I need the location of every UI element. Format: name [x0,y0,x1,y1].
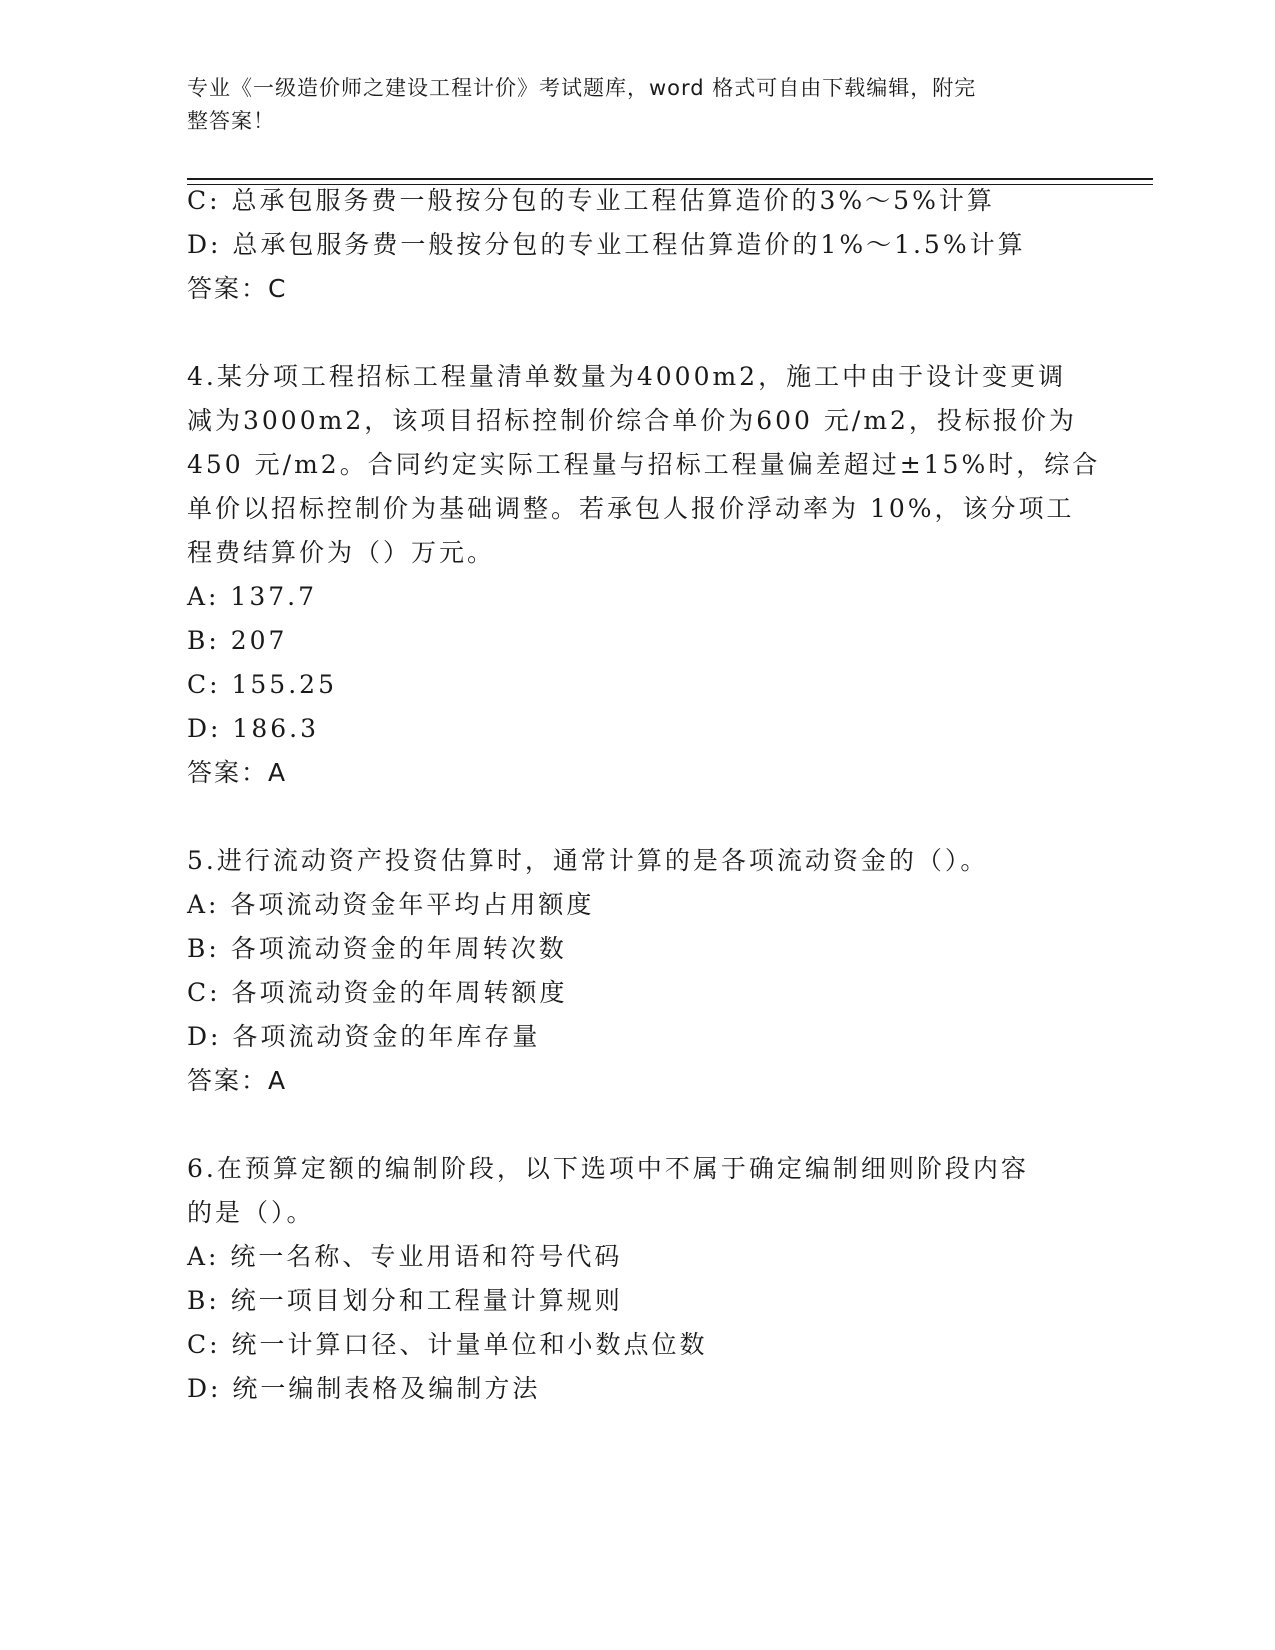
q4-stem-line-5: 程费结算价为（）万元。 [187,538,496,567]
q5-option-a: A: 各项流动资金年平均占用额度 [187,890,595,919]
q4-option-a: A: 137.7 [187,582,317,611]
q4-answer: 答案：A [187,758,288,787]
q5-option-c: C: 各项流动资金的年周转额度 [187,978,568,1007]
header-divider-thick [187,178,1153,180]
q5-answer: 答案：A [187,1066,288,1095]
q4-stem-line-4: 单价以招标控制价为基础调整。若承包人报价浮动率为 10%，该分项工 [187,494,1075,523]
q4-stem-line-2: 减为3000m2，该项目招标控制价综合单价为600 元/m2，投标报价为 [187,406,1077,435]
q3-option-c: C: 总承包服务费一般按分包的专业工程估算造价的3%～5%计算 [187,186,995,215]
q6-stem-line-2: 的是（）。 [187,1198,315,1227]
q5-stem: 5.进行流动资产投资估算时，通常计算的是各项流动资金的（）。 [187,846,989,875]
q3-option-d: D: 总承包服务费一般按分包的专业工程估算造价的1%～1.5%计算 [187,230,1026,259]
q4-option-c: C: 155.25 [187,670,337,699]
q6-stem-line-1: 6.在预算定额的编制阶段，以下选项中不属于确定编制细则阶段内容 [187,1154,1029,1183]
q6-option-c: C: 统一计算口径、计量单位和小数点位数 [187,1330,708,1359]
q4-option-b: B: 207 [187,626,288,655]
document-header [187,72,1067,138]
q3-answer: 答案：C [187,274,288,303]
header-line-2: 整答案！ [187,109,275,133]
q5-option-d: D: 各项流动资金的年库存量 [187,1022,541,1051]
q4-stem-line-1: 4.某分项工程招标工程量清单数量为4000m2，施工中由于设计变更调 [187,362,1067,391]
q5-option-b: B: 各项流动资金的年周转次数 [187,934,567,963]
q6-option-b: B: 统一项目划分和工程量计算规则 [187,1286,623,1315]
q6-option-d: D: 统一编制表格及编制方法 [187,1374,541,1403]
q4-option-d: D: 186.3 [187,714,319,743]
q4-stem-line-3: 450 元/m2。合同约定实际工程量与招标工程量偏差超过±15%时，综合 [187,450,1101,479]
q6-option-a: A: 统一名称、专业用语和符号代码 [187,1242,623,1271]
header-line-1: 专业《一级造价师之建设工程计价》考试题库，word 格式可自由下载编辑，附完 [187,76,977,100]
